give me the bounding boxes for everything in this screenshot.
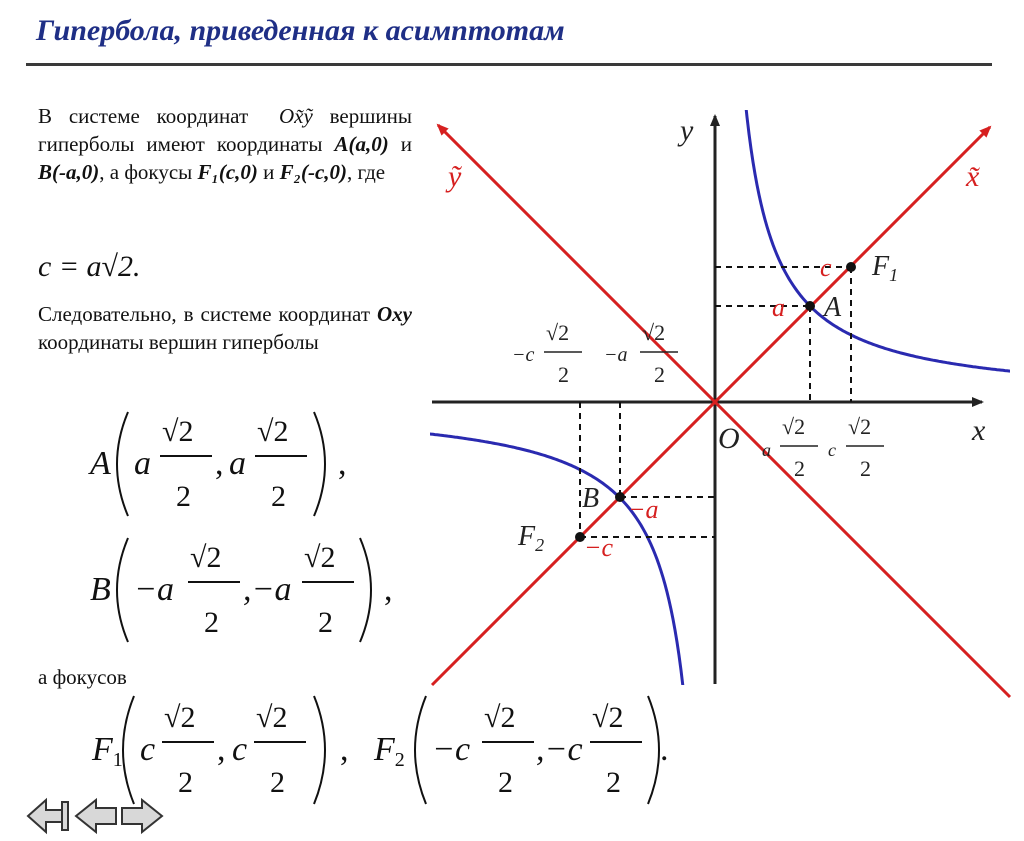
svg-text:2: 2 — [794, 456, 805, 481]
svg-text:√2: √2 — [484, 701, 516, 734]
svg-text:√2: √2 — [546, 320, 570, 345]
formula-A-paren-left — [117, 412, 128, 516]
tick-c-sqrt2-2 — [828, 414, 884, 481]
p1-text-b: вершины гиперболы имеют координаты — [38, 104, 413, 156]
tilde-neg-a-label: −a — [628, 495, 659, 524]
p1-focus-F2: F₂(-c,0) — [279, 160, 348, 184]
formula-F1 — [91, 696, 349, 804]
svg-text:,: , — [340, 731, 349, 768]
x-tilde-axis — [432, 127, 990, 685]
tilde-neg-c-label: −c — [584, 533, 614, 562]
point-A-label: A — [824, 292, 842, 323]
formula-F1-x-coef: c — [140, 731, 156, 768]
formula-A-x-sqrt: √2 — [162, 415, 194, 448]
x-axis-label: x — [972, 414, 986, 447]
formula-B — [90, 538, 393, 642]
formula-B-paren-left — [117, 538, 128, 642]
formula-F1-name: F1 — [92, 731, 123, 771]
svg-text:√2: √2 — [164, 701, 196, 734]
svg-text:−a: −a — [604, 344, 628, 366]
p1-system: Ox̃ỹ — [278, 104, 313, 128]
point-F1-label: $F_1$ — [872, 251, 899, 285]
nav-first-button[interactable] — [28, 800, 68, 832]
svg-text:2: 2 — [654, 362, 665, 387]
origin-label: O — [718, 422, 740, 455]
formula-A-x-coef: a — [134, 445, 151, 482]
y-tilde-label: ỹ — [448, 160, 462, 193]
svg-text:a: a — [762, 440, 771, 460]
equation-c: c = a√2. — [38, 250, 141, 283]
formula-A-y-den: 2 — [271, 480, 286, 513]
formula-A-y-sqrt: √2 — [257, 415, 289, 448]
nav-prev-button[interactable] — [76, 800, 116, 832]
p1-text-c: , а фокусы — [99, 160, 193, 184]
focus-F1-point — [846, 262, 856, 272]
p2-text-b: координаты вершин гиперболы — [38, 330, 319, 354]
svg-text:2: 2 — [606, 766, 621, 799]
svg-text:,: , — [215, 445, 224, 482]
svg-text:√2: √2 — [782, 414, 806, 439]
hyperbola-branch-left — [415, 432, 687, 727]
p2-text-a: Следовательно, в системе координат — [38, 302, 371, 326]
formula-F2-y-coef: ,−c — [536, 731, 583, 768]
formula-B-x-den: 2 — [204, 606, 219, 639]
formula-B-paren-right — [360, 538, 371, 642]
p2-system: Oxy — [377, 302, 412, 326]
tilde-c-label: c — [820, 253, 832, 282]
formula-A — [88, 412, 347, 516]
formula-F1-y-coef: c — [232, 731, 248, 768]
svg-text:2: 2 — [860, 456, 871, 481]
point-F2-label: $F_2$ — [518, 521, 545, 555]
tick-a-sqrt2-2 — [762, 414, 818, 481]
svg-text:2: 2 — [178, 766, 193, 799]
formula-F2 — [373, 696, 669, 804]
y-tilde-axis — [438, 125, 1010, 697]
arrow-first-icon — [28, 800, 62, 832]
svg-text:2: 2 — [558, 362, 569, 387]
formula-B-y-den: 2 — [318, 606, 333, 639]
p1-and2: и — [263, 160, 275, 184]
formula-F2-name: F2 — [374, 731, 405, 771]
formula-A-y-coef: a — [229, 445, 246, 482]
formula-B-y-sqrt: √2 — [304, 541, 336, 574]
svg-text:√2: √2 — [642, 320, 666, 345]
svg-text:.: . — [660, 731, 669, 768]
x-tilde-label: x̃ — [966, 160, 980, 193]
y-axis-label: y — [680, 114, 694, 147]
formula-B-x-sqrt: √2 — [190, 541, 222, 574]
svg-text:2: 2 — [498, 766, 513, 799]
svg-text:−c: −c — [512, 344, 535, 366]
nav-next-button[interactable] — [122, 800, 162, 832]
formula-B-y-coef: ,−a — [243, 571, 292, 608]
point-B-label: B — [582, 483, 600, 514]
arrow-right-icon — [122, 800, 162, 832]
formula-F2-x-coef: −c — [432, 731, 471, 768]
p1-focus-F1: F₁(c,0) — [197, 160, 258, 184]
formula-A-paren-right — [314, 412, 325, 516]
hyperbola-branch-right — [743, 76, 1015, 371]
formula-A-x-den: 2 — [176, 480, 191, 513]
arrow-left-icon — [76, 800, 116, 832]
formula-B-name: B — [90, 571, 111, 608]
svg-text:2: 2 — [270, 766, 285, 799]
p1-point-A: A(a,0) — [334, 132, 389, 156]
paragraph-3: а фокусов — [38, 665, 127, 689]
svg-text:,: , — [384, 571, 393, 608]
svg-text:c: c — [828, 440, 836, 460]
tilde-a-label: a — [772, 293, 785, 322]
p1-point-B: B(-a,0) — [38, 160, 100, 184]
svg-text:,: , — [338, 445, 347, 482]
svg-text:√2: √2 — [848, 414, 872, 439]
p1-and: и — [400, 132, 412, 156]
p1-text-d: , где — [347, 160, 386, 184]
formula-B-x-coef: −a — [134, 571, 174, 608]
tick-neg-c-sqrt2-2 — [512, 320, 582, 387]
vertex-B-point — [615, 492, 625, 502]
svg-text:,: , — [217, 731, 226, 768]
hyperbola-diagram — [415, 76, 1015, 727]
vertex-A-point — [805, 301, 815, 311]
slide-title: Гипербола, приведенная к асимптотам — [36, 14, 565, 47]
svg-text:√2: √2 — [592, 701, 624, 734]
formula-A-name: A — [90, 445, 111, 482]
p1-text-a: В системе координат — [38, 104, 249, 128]
svg-text:√2: √2 — [256, 701, 288, 734]
